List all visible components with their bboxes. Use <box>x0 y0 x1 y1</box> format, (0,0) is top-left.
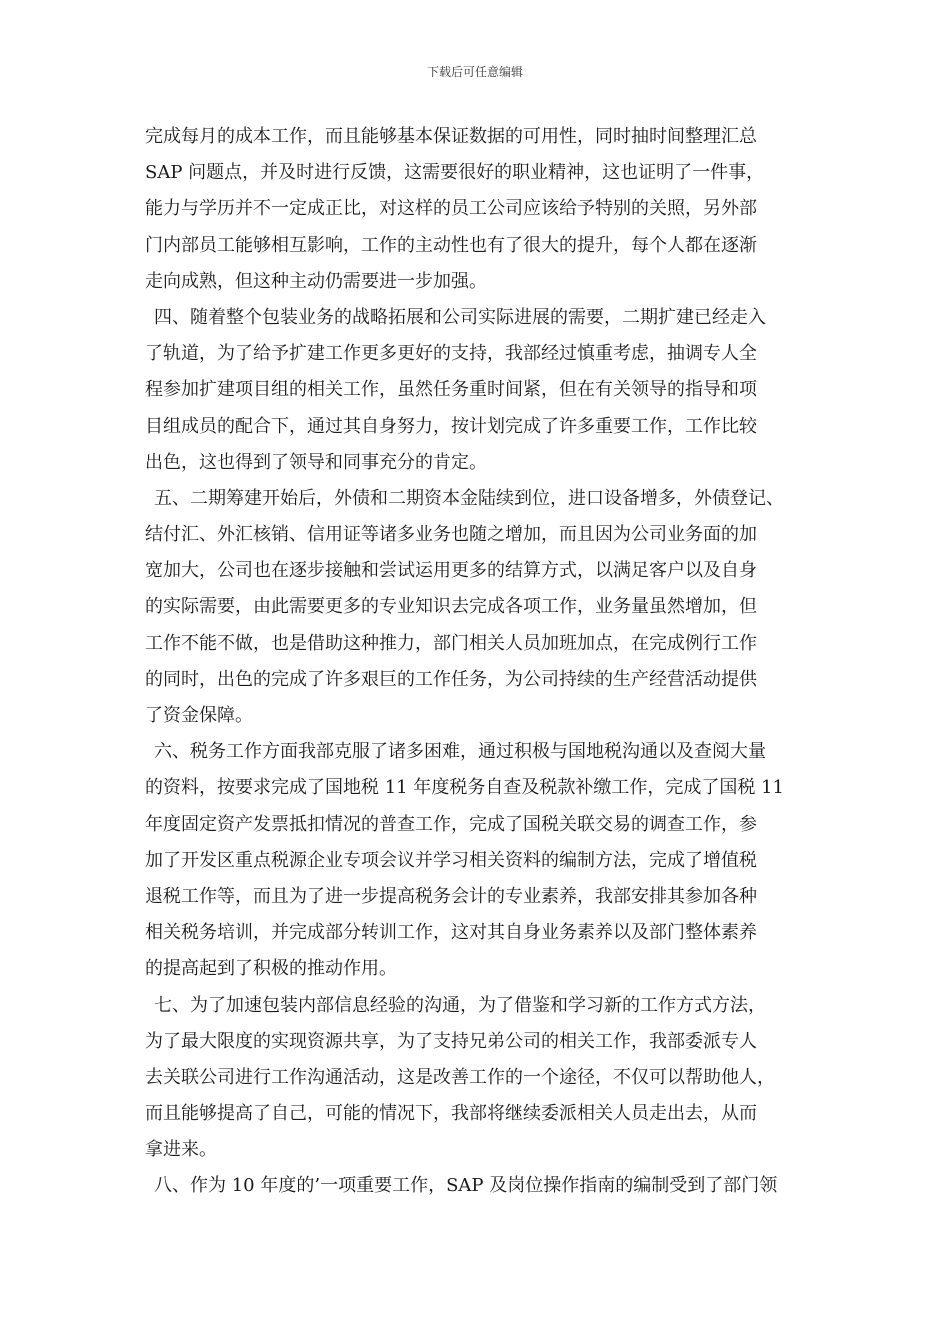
text-line: 拿进来。 <box>145 1139 217 1161</box>
text-line: 为了最大限度的实现资源共享，为了支持兄弟公司的相关工作，我部委派专人 <box>145 1030 757 1052</box>
text-line: 能力与学历并不一定成正比，对这样的员工公司应该给予特别的关照，另外部 <box>145 198 757 220</box>
text-line: 四、随着整个包装业务的战略拓展和公司实际进展的需要，二期扩建已经走入 <box>154 306 766 328</box>
text-line: 门内部员工能够相互影响，工作的主动性也有了很大的提升，每个人都在逐渐 <box>145 234 757 256</box>
text-line: 而且能够提高了自己，可能的情况下，我部将继续委派相关人员走出去，从而 <box>145 1103 757 1125</box>
text-line: 五、二期筹建开始后，外债和二期资本金陆续到位，进口设备增多，外债登记、 <box>154 487 784 509</box>
text-line: 的实际需要，由此需要更多的专业知识去完成各项工作，业务量虽然增加，但 <box>145 596 757 618</box>
text-line: 年度固定资产发票抵扣情况的普查工作，完成了国税关联交易的调查工作，参 <box>145 813 757 835</box>
text-line: 相关税务培训，并完成部分转训工作，这对其自身业务素养以及部门整体素养 <box>145 922 757 944</box>
text-line: 八、作为 10 年度的’一项重要工作，SAP 及岗位操作指南的编制受到了部门领 <box>154 1175 778 1197</box>
text-line: 了资金保障。 <box>145 705 253 726</box>
text-line: 七、为了加速包装内部信息经验的沟通，为了借鉴和学习新的工作方式方法， <box>154 994 766 1016</box>
text-line: 的资料，按要求完成了国地税 11 年度税务自查及税款补缴工作，完成了国税 11 <box>145 777 784 799</box>
text-line: 结付汇、外汇核销、信用证等诸多业务也随之增加，而且因为公司业务面的加 <box>145 524 757 546</box>
text-line: 退税工作等，而且为了进一步提高税务会计的专业素养，我部安排其参加各种 <box>145 885 757 907</box>
text-line: 的同时，出色的完成了许多艰巨的工作任务，为公司持续的生产经营活动提供 <box>145 668 757 690</box>
text-line: 走向成熟，但这种主动仍需要进一步加强。 <box>145 270 487 292</box>
text-line: 加了开发区重点税源企业专项会议并学习相关资料的编制方法，完成了增值税 <box>145 849 757 871</box>
text-line: 完成每月的成本工作，而且能够基本保证数据的可用性，同时抽时间整理汇总 <box>145 126 757 147</box>
text-line: 六、税务工作方面我部克服了诸多困难，通过积极与国地税沟通以及查阅大量 <box>154 741 766 763</box>
text-line: 目组成员的配合下，通过其自身努力，按计划完成了许多重要工作，工作比较 <box>145 415 757 437</box>
text-line: 了轨道，为了给予扩建工作更多更好的支持，我部经过慎重考虑，抽调专人全 <box>145 343 757 365</box>
text-line: 的提高起到了积极的推动作用。 <box>145 958 397 980</box>
text-line: 出色，这也得到了领导和同事充分的肯定。 <box>145 451 487 473</box>
text-line: 程参加扩建项目组的相关工作，虽然任务重时间紧，但在有关领导的指导和项 <box>145 379 757 401</box>
text-line: 宽加大，公司也在逐步接触和尝试运用更多的结算方式，以满足客户以及自身 <box>145 560 757 582</box>
text-line: 去关联公司进行工作沟通活动，这是改善工作的一个途径，不仅可以帮助他人， <box>145 1066 775 1088</box>
document-body <box>145 119 827 1205</box>
page-header: 下载后可任意编辑 <box>426 65 523 79</box>
text-line: SAP 问题点，并及时进行反馈，这需要很好的职业精神，这也证明了一件事， <box>145 162 765 184</box>
text-line: 工作不能不做，也是借助这种推力，部门相关人员加班加点，在完成例行工作 <box>145 632 757 654</box>
